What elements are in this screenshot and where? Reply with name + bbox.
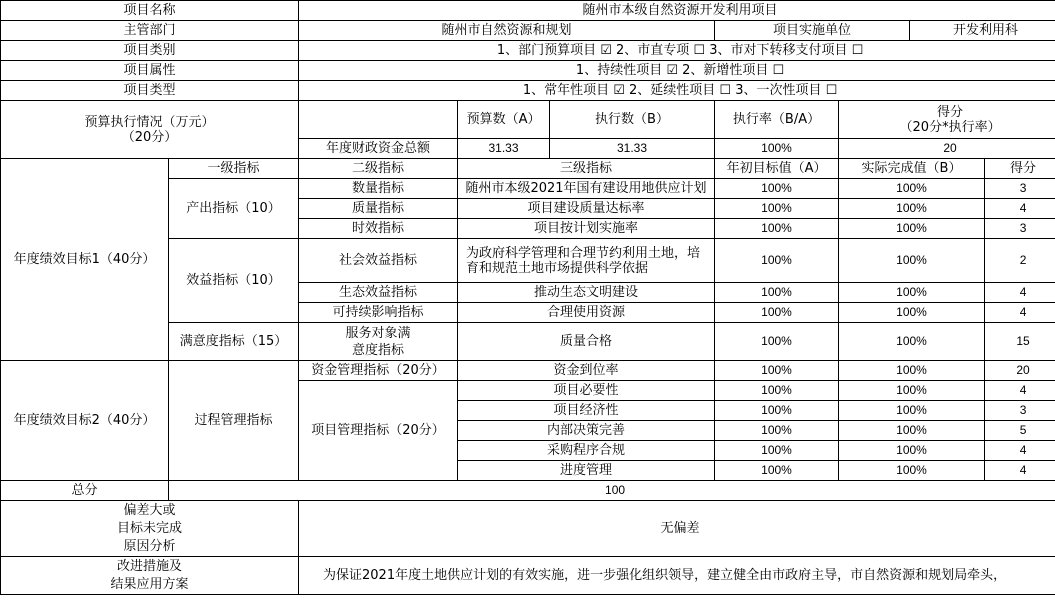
col-score-header: [839, 101, 1055, 139]
level2-cell: 社会效益指标: [299, 239, 458, 283]
level2-cell: 生态效益指标: [299, 283, 458, 303]
target-cell: 100%: [715, 199, 839, 219]
score-cell: 4: [985, 199, 1055, 219]
total-label: 总分: [1, 481, 169, 501]
actual-cell: 100%: [839, 323, 985, 361]
score-cell: 4: [985, 461, 1055, 481]
level3-cell: 合理使用资源: [458, 303, 715, 323]
goal1-label: 年度绩效目标1（40分）: [1, 159, 169, 361]
fund-indicator-label: 资金管理指标（20分）: [299, 361, 458, 381]
header-level2: 二级指标: [299, 159, 458, 179]
actual-cell: 100%: [839, 179, 985, 199]
target-cell: 100%: [715, 401, 839, 421]
target-cell: 100%: [715, 361, 839, 381]
level3-cell: 资金到位率: [458, 361, 715, 381]
header-target: 年初目标值（A）: [715, 159, 839, 179]
score-cell: 5: [985, 421, 1055, 441]
category-value: 1、部门预算项目 ☑ 2、市直专项 ☐ 3、市对下转移支付项目 ☐: [299, 41, 1055, 61]
score-cell: 4: [985, 441, 1055, 461]
process-indicator-label: 过程管理指标: [169, 361, 299, 481]
level2-cell: 数量指标: [299, 179, 458, 199]
deviation-label-line2: 目标未完成: [117, 520, 183, 536]
deviation-row: [1, 501, 1055, 557]
col-score-line2: （20分*执行率）: [899, 119, 1001, 135]
target-cell: 100%: [715, 421, 839, 441]
table-row: [1, 361, 1055, 381]
project-indicator-label: 项目管理指标（20分）: [299, 381, 458, 481]
total-row: [1, 481, 1055, 501]
deviation-label-line3: 原因分析: [123, 538, 176, 554]
score-cell: 2: [985, 239, 1055, 283]
project-name-label: 项目名称: [1, 1, 299, 21]
level3-cell: 质量合格: [458, 323, 715, 361]
level2-cell: 时效指标: [299, 219, 458, 239]
header-level1: 一级指标: [169, 159, 299, 179]
improvement-value: 为保证2021年度土地供应计划的有效实施，进一步强化组织领导，建立健全由市政府主导，市自然资源和规划局牵头，: [299, 557, 1055, 595]
target-cell: 100%: [715, 239, 839, 283]
level3-cell: 推动生态文明建设: [458, 283, 715, 303]
col-budget-header: 预算数（A）: [458, 101, 550, 139]
type-row: [1, 81, 1055, 101]
target-cell: 100%: [715, 179, 839, 199]
benefit-indicator-label: 效益指标（10）: [169, 239, 299, 323]
category-label: 项目类别: [1, 41, 299, 61]
target-cell: 100%: [715, 323, 839, 361]
actual-cell: 100%: [839, 421, 985, 441]
score-cell: 20: [985, 361, 1055, 381]
budget-label: [1, 101, 299, 159]
budget-label-line2: （20分）: [121, 129, 178, 145]
level2-cell: 质量指标: [299, 199, 458, 219]
score-cell: 3: [985, 179, 1055, 199]
target-cell: 100%: [715, 303, 839, 323]
type-label: 项目类型: [1, 81, 299, 101]
level2-cell: 服务对象满意度指标: [299, 323, 458, 361]
category-row: [1, 41, 1055, 61]
score-cell: 3: [985, 219, 1055, 239]
budget-value: 31.33: [458, 139, 550, 159]
budget-label-line1: 预算执行情况（万元）: [84, 114, 215, 130]
project-name-value: 随州市本级自然资源开发利用项目: [299, 1, 1055, 21]
improvement-row: [1, 557, 1055, 595]
level3-cell: 进度管理: [458, 461, 715, 481]
level3-cell: 采购程序合规: [458, 441, 715, 461]
actual-cell: 100%: [839, 361, 985, 381]
actual-cell: 100%: [839, 239, 985, 283]
exec-value: 31.33: [550, 139, 715, 159]
level3-cell: 项目按计划实施率: [458, 219, 715, 239]
budget-blank-cell: [299, 101, 458, 139]
score-cell: 4: [985, 303, 1055, 323]
score-cell: 3: [985, 401, 1055, 421]
target-cell: 100%: [715, 441, 839, 461]
score-value: 20: [839, 139, 1055, 159]
level2-cell: 可持续影响指标: [299, 303, 458, 323]
actual-cell: 100%: [839, 441, 985, 461]
improvement-label-line1: 改进措施及: [117, 558, 183, 574]
col-rate-header: 执行率（B/A）: [715, 101, 839, 139]
dept-label: 主管部门: [1, 21, 299, 41]
attribute-value: 1、持续性项目 ☑ 2、新增性项目 ☐: [299, 61, 1055, 81]
col-exec-header: 执行数（B）: [550, 101, 715, 139]
attribute-row: [1, 61, 1055, 81]
col-score-line1: 得分: [937, 104, 964, 120]
goal2-label: 年度绩效目标2（40分）: [1, 361, 169, 481]
actual-cell: 100%: [839, 381, 985, 401]
deviation-label: [1, 501, 299, 557]
header-level3: 三级指标: [458, 159, 715, 179]
actual-cell: 100%: [839, 219, 985, 239]
level3-cell: 随州市本级2021年国有建设用地供应计划: [458, 179, 715, 199]
level3-cell: 项目必要性: [458, 381, 715, 401]
impl-value: 开发利用科: [910, 21, 1055, 41]
header-score: 得分: [985, 159, 1055, 179]
level3-cell: 项目经济性: [458, 401, 715, 421]
target-cell: 100%: [715, 283, 839, 303]
deviation-value: 无偏差: [299, 501, 1055, 557]
satisfaction-indicator-label: 满意度指标（15）: [169, 323, 299, 361]
header-actual: 实际完成值（B）: [839, 159, 985, 179]
output-indicator-label: 产出指标（10）: [169, 179, 299, 239]
project-name-row: [1, 1, 1055, 21]
score-cell: 4: [985, 283, 1055, 303]
score-cell: 4: [985, 381, 1055, 401]
budget-total-label: 年度财政资金总额: [299, 139, 458, 159]
target-cell: 100%: [715, 381, 839, 401]
target-cell: 100%: [715, 219, 839, 239]
actual-cell: 100%: [839, 303, 985, 323]
level3-cell: 为政府科学管理和合理节约利用土地，培育和规范土地市场提供科学依据: [458, 239, 715, 283]
improvement-label-line2: 结果应用方案: [110, 576, 189, 592]
actual-cell: 100%: [839, 461, 985, 481]
total-value: 100: [169, 481, 1055, 501]
budget-header-row: [1, 101, 1055, 139]
indicator-header-row: [1, 159, 1055, 179]
impl-label: 项目实施单位: [715, 21, 910, 41]
level3-cell: 内部决策完善: [458, 421, 715, 441]
score-cell: 15: [985, 323, 1055, 361]
dept-row: [1, 21, 1055, 41]
level3-cell: 项目建设质量达标率: [458, 199, 715, 219]
actual-cell: 100%: [839, 283, 985, 303]
actual-cell: 100%: [839, 199, 985, 219]
dept-value: 随州市自然资源和规划: [299, 21, 715, 41]
actual-cell: 100%: [839, 401, 985, 421]
target-cell: 100%: [715, 461, 839, 481]
deviation-label-line1: 偏差大或: [123, 502, 176, 518]
rate-value: 100%: [715, 139, 839, 159]
attribute-label: 项目属性: [1, 61, 299, 81]
improvement-label: [1, 557, 299, 595]
type-value: 1、常年性项目 ☑ 2、延续性项目 ☐ 3、一次性项目 ☐: [299, 81, 1055, 101]
